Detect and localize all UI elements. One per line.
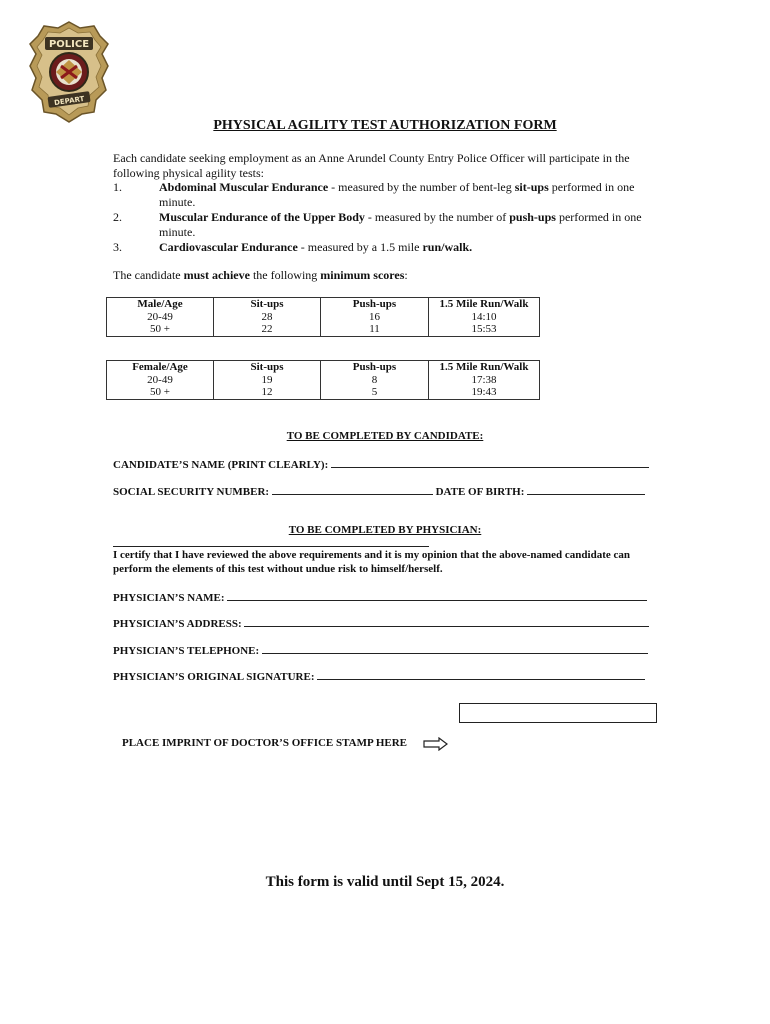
validity-notice: This form is valid until Sept 15, 2024. [265,874,505,890]
male-scores-table [106,297,540,337]
emphasis: must achieve [183,268,250,282]
physician-telephone-label: PHYSICIAN’S TELEPHONE: [113,645,260,657]
police-badge-logo [28,20,110,124]
physician-telephone-row [113,643,658,657]
table-cell: 20-49 [107,374,214,387]
table-cell: 50 + [107,386,214,399]
test-desc: - measured by the number of [364,210,510,224]
ssn-label: SOCIAL SECURITY NUMBER: [113,486,270,498]
physician-signature-field[interactable] [317,669,645,680]
dob-label: DATE OF BIRTH: [435,486,525,498]
list-item [113,210,663,239]
table-cell: 22 [214,323,321,336]
table-cell: 12 [214,386,321,399]
test-desc: - measured by a 1.5 mile [297,240,423,254]
stamp-instruction: PLACE IMPRINT OF DOCTOR’S OFFICE STAMP HERE [122,737,408,749]
table-cell: 20-49 [107,311,214,324]
table-header: Female/Age [107,361,214,374]
list-item [113,240,663,255]
table-row [107,311,540,324]
list-number: 3. [113,240,122,254]
candidate-name-field[interactable] [331,457,649,468]
test-emphasis: push-ups [509,210,556,224]
physician-name-label: PHYSICIAN’S NAME: [113,592,225,604]
physician-signature-label: PHYSICIAN’S ORIGINAL SIGNATURE: [113,671,315,683]
ssn-field[interactable] [272,484,433,495]
table-header: Push-ups [321,361,429,374]
table-cell: 11 [321,323,429,336]
ssn-dob-row [113,484,658,498]
test-name: Abdominal Muscular Endurance [159,180,329,194]
test-name: Muscular Endurance of the Upper Body [159,210,365,224]
text: : [404,268,408,282]
physician-signature-row [113,669,658,683]
test-emphasis: run/walk. [422,240,473,254]
table-row [107,386,540,399]
test-emphasis: sit-ups [514,180,549,194]
table-header: 1.5 Mile Run/Walk [429,361,540,374]
stamp-box[interactable] [459,703,657,723]
table-row [107,323,540,336]
minimum-scores-intro [113,268,408,283]
physician-section-heading: TO BE COMPLETED BY PHYSICIAN: [288,524,482,536]
test-desc: performed in one minute. [159,180,635,209]
table-cell: 14:10 [429,311,540,324]
emphasis: minimum scores [320,268,405,282]
physician-address-row [113,616,658,630]
physician-name-field[interactable] [227,590,647,601]
dob-field[interactable] [527,484,645,495]
table-cell: 8 [321,374,429,387]
table-cell: 16 [321,311,429,324]
arrow-right-icon [423,737,449,751]
table-header: Sit-ups [214,361,321,374]
physician-telephone-field[interactable] [262,643,648,654]
table-header-row [107,298,540,311]
candidate-name-label: CANDIDATE’S NAME (PRINT CLEARLY): [113,459,329,471]
intro-paragraph: Each candidate seeking employment as an Anne Arundel County Entry Police Officer will participate in the following physical agility tests: [113,151,630,180]
test-name: Cardiovascular Endurance [159,240,298,254]
table-cell: 15:53 [429,323,540,336]
table-header: 1.5 Mile Run/Walk [429,298,540,311]
table-cell: 28 [214,311,321,324]
candidate-section-heading: TO BE COMPLETED BY CANDIDATE: [286,430,484,442]
physician-address-label: PHYSICIAN’S ADDRESS: [113,618,242,630]
physician-certification: I certify that I have reviewed the above requirements and it is my opinion that the above-named candidate can perform the elements of this test without undue risk to himself/herself. [113,549,630,575]
text: The candidate [113,268,184,282]
table-header-row [107,361,540,374]
list-number: 2. [113,210,122,224]
table-cell: 5 [321,386,429,399]
table-cell: 17:38 [429,374,540,387]
table-header: Male/Age [107,298,214,311]
test-desc: - measured by the number of bent-leg [328,180,515,194]
physician-address-field[interactable] [244,616,649,627]
divider [113,546,429,547]
form-title: PHYSICAL AGILITY TEST AUTHORIZATION FORM [213,118,557,133]
tests-list [113,180,663,256]
candidate-name-row [113,457,658,471]
test-desc: performed in one minute. [159,210,642,239]
text: the following [249,268,321,282]
table-header: Push-ups [321,298,429,311]
table-header: Sit-ups [214,298,321,311]
table-cell: 19:43 [429,386,540,399]
svg-text:DEPART: DEPART [53,94,85,108]
list-item [113,180,663,209]
svg-text:POLICE: POLICE [48,39,90,50]
physician-name-row [113,590,658,604]
female-scores-table [106,360,540,400]
table-cell: 19 [214,374,321,387]
list-number: 1. [113,180,122,194]
table-row [107,374,540,387]
table-cell: 50 + [107,323,214,336]
police-badge-icon [28,20,110,124]
